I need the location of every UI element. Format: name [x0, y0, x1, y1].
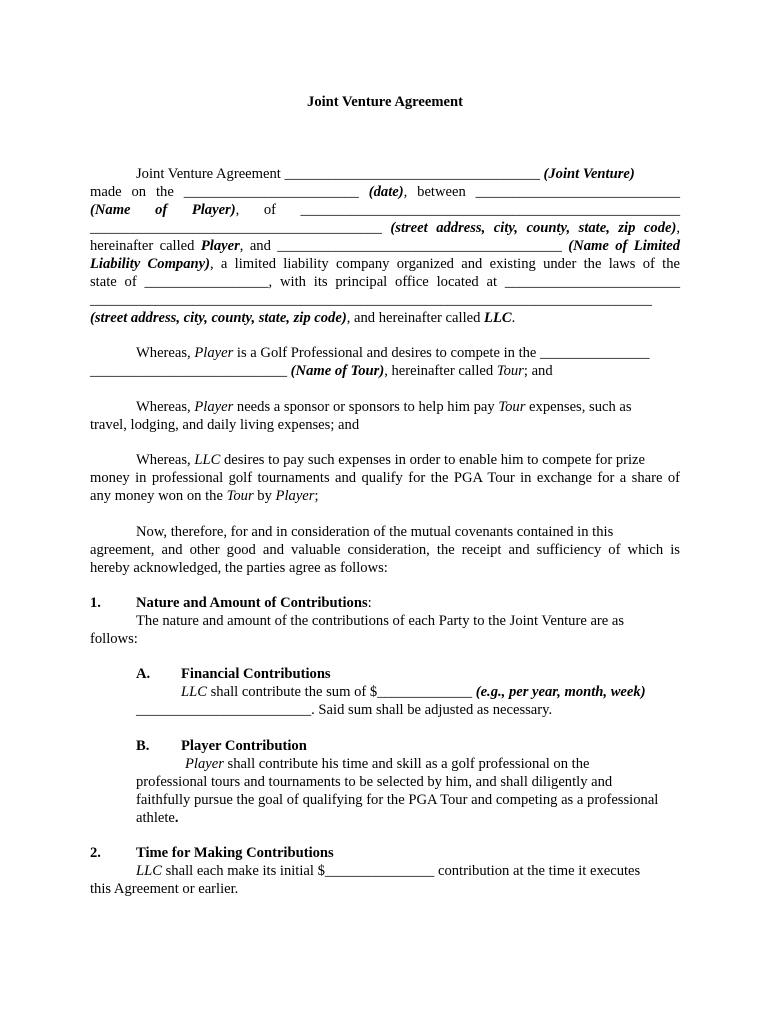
section-b-line-4: athlete. — [136, 810, 179, 826]
whereas-1-line-1: Whereas, Player is a Golf Professional and desires to compete in the _______________ — [136, 345, 650, 361]
now-therefore-line-3: hereby acknowledged, the parties agree as follows: — [90, 560, 388, 576]
section-b-letter: B. — [136, 738, 150, 754]
now-therefore-line-1: Now, therefore, for and in consideration of the mutual covenants contained in this — [136, 524, 614, 540]
section-b-line-1: Player shall contribute his time and skill as a golf professional on the — [185, 756, 590, 772]
intro-line-9: (street address, city, county, state, zip code), and hereinafter called LLC. — [90, 310, 516, 326]
section-2-number: 2. — [90, 845, 101, 861]
whereas-2-line-1: Whereas, Player needs a sponsor or sponsors to help him pay Tour expenses, such as — [136, 399, 632, 415]
section-a-line-1: LLC shall contribute the sum of $_____________ (e.g., per year, month, week) — [181, 684, 646, 700]
section-a-letter: A. — [136, 666, 151, 682]
intro-line-1: Joint Venture Agreement ___________________________________ (Joint Venture) — [136, 166, 635, 182]
whereas-2-line-2: travel, lodging, and daily living expenses; and — [90, 417, 360, 433]
section-b-heading: Player Contribution — [181, 738, 307, 754]
section-1-line-2: follows: — [90, 631, 138, 647]
intro-line-8: _____________________________________________________________________________ — [90, 292, 652, 308]
document-title: Joint Venture Agreement — [307, 94, 463, 110]
section-a-line-2: ________________________. Said sum shall be adjusted as necessary. — [136, 702, 553, 718]
section-b-line-3: faithfully pursue the goal of qualifying for the PGA Tour and competing as a professional — [136, 792, 659, 808]
intro-line-5: hereinafter called Player, and _______________________________________ (Name of Limited — [90, 238, 681, 254]
intro-line-4: ________________________________________ (street address, city, county, state, zip code), — [90, 220, 680, 236]
section-1-number: 1. — [90, 595, 101, 611]
intro-line-6: Liability Company), a limited liability company organized and existing under the laws of the — [90, 256, 680, 272]
whereas-3-line-2: money in professional golf tournaments and qualify for the PGA Tour in exchange for a share of — [90, 470, 680, 486]
now-therefore-line-2: agreement, and other good and valuable consideration, the receipt and sufficiency of which is — [90, 542, 680, 558]
intro-line-2: made on the ________________________ (date), between ____________________________ — [90, 184, 680, 200]
intro-line-3: (Name of Player), of ____________________________________________________ — [90, 202, 680, 218]
section-1-heading: Nature and Amount of Contributions: — [136, 595, 372, 611]
section-b-line-2: professional tours and tournaments to be selected by him, and shall diligently and — [136, 774, 613, 790]
whereas-3-line-3: any money won on the Tour by Player; — [90, 488, 319, 504]
whereas-1-line-2: ___________________________ (Name of Tour), hereinafter called Tour; and — [90, 363, 553, 379]
section-2-line-1: LLC shall each make its initial $_______________ contribution at the time it executes — [136, 863, 641, 879]
section-1-line-1: The nature and amount of the contributions of each Party to the Joint Venture are as — [136, 613, 625, 629]
whereas-3-line-1: Whereas, LLC desires to pay such expenses in order to enable him to compete for prize — [136, 452, 646, 468]
section-a-heading: Financial Contributions — [181, 666, 331, 682]
intro-line-7: state of _________________, with its principal office located at ________________________ — [90, 274, 680, 290]
section-2-line-2: this Agreement or earlier. — [90, 881, 239, 897]
section-2-heading: Time for Making Contributions — [136, 845, 334, 861]
